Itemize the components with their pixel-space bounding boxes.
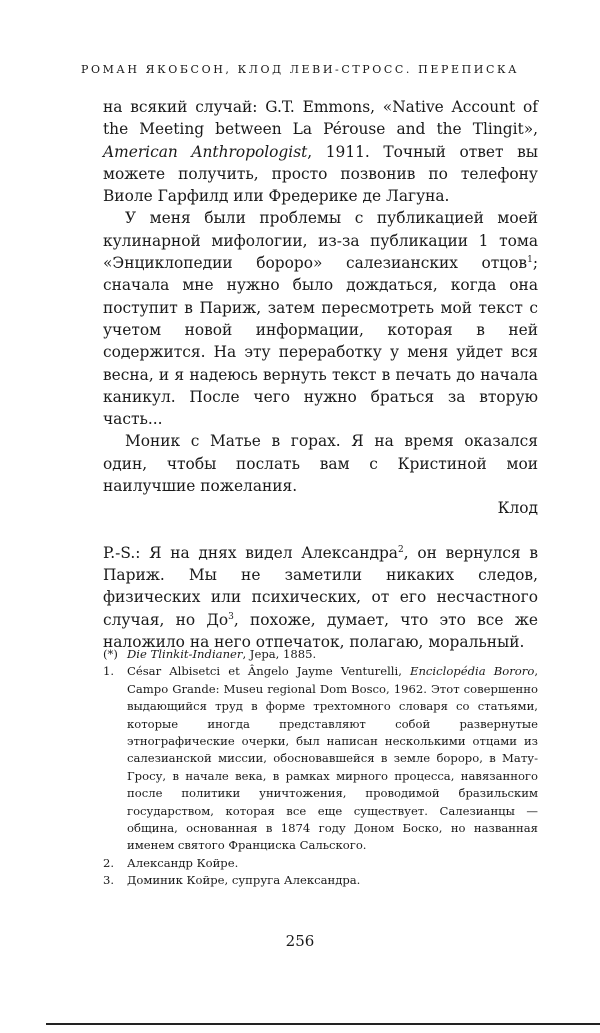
footnotes <box>103 646 538 890</box>
ps-text-c: , похоже, думает, что это все же наложило на него отпечаток, полагаю, моральный. <box>103 610 538 651</box>
ps-text-a: P.-S.: Я на днях видел Александра <box>103 543 398 562</box>
footnote-text: Доминик Койре, супруга Александра. <box>127 873 361 888</box>
footnote-text <box>127 646 538 663</box>
footnote-text <box>127 663 538 854</box>
footnote-text: Александр Койре. <box>127 855 239 870</box>
footnote-number: 3. <box>103 873 115 888</box>
footnote-ref-2: 2 <box>397 544 404 555</box>
running-header: РОМАН ЯКОБСОН, КЛОД ЛЕВИ-СТРОСС. ПЕРЕПИСКА <box>80 63 520 76</box>
signature: Клод <box>497 499 538 518</box>
fn1-text-b: , Campo Grande: Museu regional Dom Bosco, 1962. Этот совершенно выдающийся труд в форме трехтомного словаря со статьями, которые иногда представляют собой развернутые этнографические очерки, был написан несколькими отцами из салезианской миссии, обосновавшейся в земле бороро, в Мату-Гросу, в начале века, в рамках мирного процесса, навязанного после политики уничтожения, проводимой бразильским государством, которая все еще существует. Салезианцы — община, основанная в 1874 году Доном Боско, но названная именем святого Франциска Сальского. <box>127 664 538 853</box>
paragraph-3: Моник с Матье в горах. Я на время оказался один, чтобы послать вам с Кристиной мои наилучшие пожелания. <box>103 432 538 496</box>
footnote-ref-1: 1 <box>527 254 533 265</box>
p1-journal-title: American Anthropologist <box>103 142 308 161</box>
paragraph-1 <box>103 96 538 207</box>
paragraph-2 <box>103 207 538 430</box>
footnote-marker: (*) <box>103 647 118 661</box>
footnote-star <box>103 646 538 663</box>
spacer <box>103 520 538 542</box>
bottom-rule <box>46 1023 600 1025</box>
main-text <box>103 96 538 653</box>
footnote-title: Die Tlinkit-Indianer <box>127 647 243 661</box>
footnote-2 <box>103 855 538 872</box>
footnote-3 <box>103 872 538 889</box>
p1-text-a: на всякий случай: G.T. Emmons, «Native Account of the Meeting between La Pérouse and the Tlingit», <box>103 98 538 139</box>
fn1-title: Enciclopédia Bororo <box>410 664 535 679</box>
postscript <box>103 542 538 653</box>
footnote-number: 1. <box>103 664 115 679</box>
p2-text-b: ; сначала мне нужно было дождаться, когда она поступит в Париж, затем пересмотреть мой текст с учетом новой информации, которая в ней содержится. На эту переработку у меня уйдет вся весна, и я надеюсь вернуть текст в печать до начала каникул. После чего нужно браться за вторую часть... <box>103 254 538 429</box>
fn1-text-a: César Albisetci et Ângelo Jayme Venturelli, <box>127 664 410 679</box>
p1-text-b: , 1911. Точный ответ вы можете получить, просто позвонив по телефону Виоле Гарфилд или Фредерике де Лагуна. <box>103 142 538 206</box>
p2-text-a: У меня были проблемы с публикацией моей кулинарной мифологии, из-за публикации 1 тома «Энциклопедии бороро» салезианских отцов <box>103 209 538 273</box>
footnote-number: 2. <box>103 855 115 870</box>
footnote-ref-3: 3 <box>228 611 234 622</box>
footnote-1 <box>103 663 538 854</box>
footnote-rest: , Jера, 1885. <box>242 647 317 661</box>
ps-text-b: , он вернулся в Париж. Мы не заметили никаких следов, физических или психических, от его несчастного случая, но До <box>103 543 538 629</box>
page-number: 256 <box>285 932 315 950</box>
